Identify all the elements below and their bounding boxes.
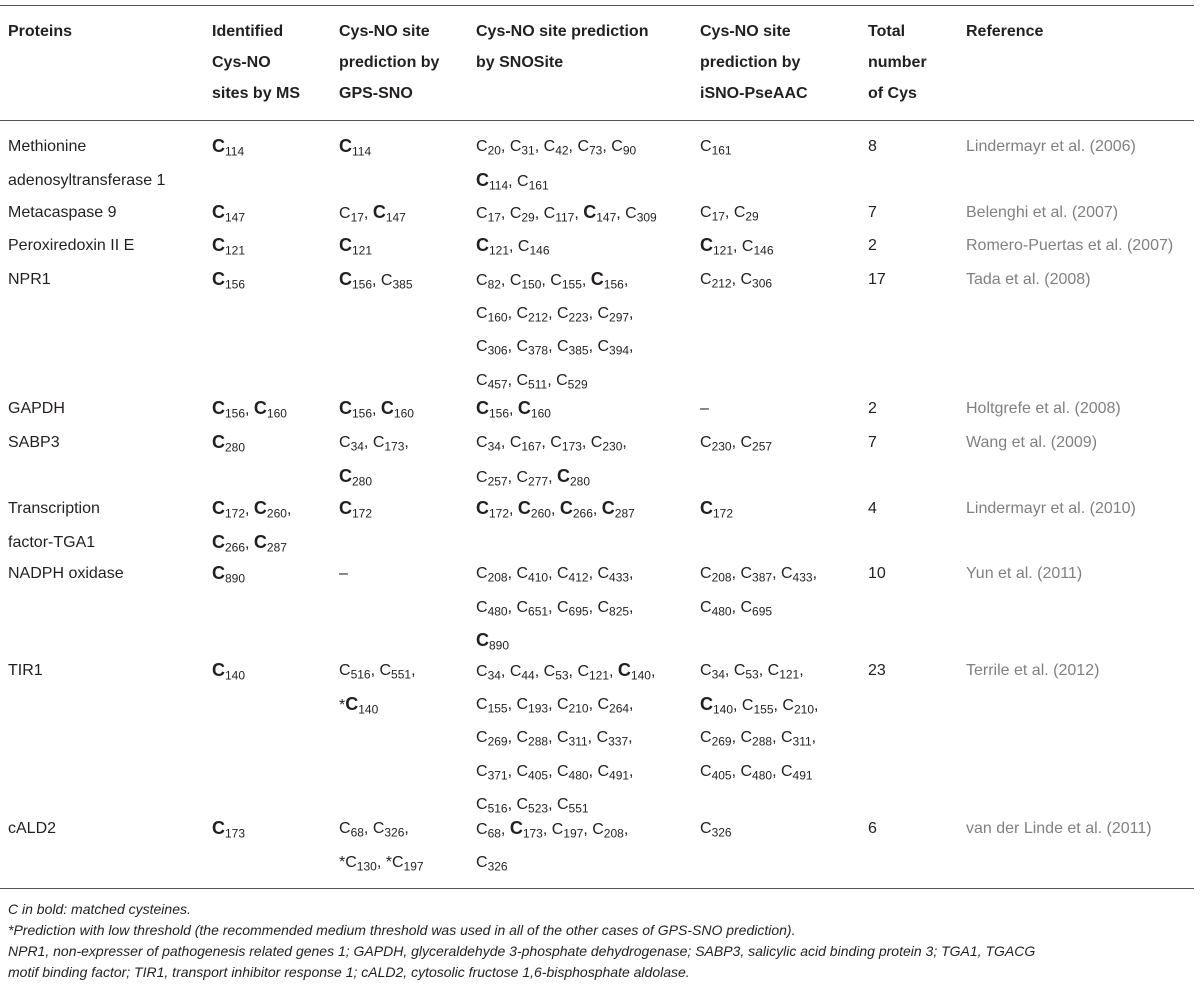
reference: Tada et al. (2008) [966, 271, 1091, 288]
protein-name: Methionine [8, 138, 87, 155]
reference: Wang et al. (2009) [966, 434, 1098, 451]
column-header-total: of Cys [868, 85, 917, 102]
cell-snosite: $C_{326}$ [476, 853, 508, 874]
cell-snosite: $C_{457}$, $C_{511}$, $C_{529}$ [476, 371, 588, 392]
cell-gps: $C_{156}$, $C_{160}$ [339, 398, 414, 421]
footnote-4: motif binding factor; TIR1, transport inhibitor response 1; cALD2, cytosolic fructose 1,6-bisphosphate aldolase. [8, 964, 690, 980]
cell-snosite: $C_{172}$, $C_{260}$, $C_{266}$, $C_{287}$ [476, 498, 635, 521]
protein-name: Peroxiredoxin II E [8, 237, 135, 254]
column-header-snosite: by SNOSite [476, 54, 564, 71]
column-header-isno: prediction by [700, 54, 801, 71]
total-cys: 7 [868, 434, 877, 451]
cell-isno: $C_{172}$ [700, 498, 734, 521]
cell-isno: $C_{269}$, $C_{288}$, $C_{311}$, [700, 729, 817, 749]
reference: Lindermayr et al. (2010) [966, 500, 1136, 517]
footnote-2: *Prediction with low threshold (the recommended medium threshold was used in all of the other cases of GPS-SNO prediction). [8, 922, 796, 938]
column-header-ms: Identified [212, 23, 284, 40]
cell-snosite: $C_{516}$, $C_{523}$, $C_{551}$ [476, 796, 589, 816]
column-header-isno: Cys-NO site [700, 23, 791, 40]
cell-snosite: $C_{371}$, $C_{405}$, $C_{480}$, $C_{491}$, [476, 762, 634, 783]
cell-ms: $C_{172}$, $C_{260}$, [212, 498, 292, 521]
total-cys: 4 [868, 500, 877, 517]
header-rule [0, 120, 1194, 121]
cell-isno: $C_{230}$, $C_{257}$ [700, 434, 773, 454]
cell-snosite: $C_{20}$, $C_{31}$, $C_{42}$, $C_{73}$, $C_{90}$ [476, 138, 637, 158]
cell-snosite: $C_{257}$, $C_{277}$, $C_{280}$ [476, 465, 590, 489]
cell-ms: $C_{173}$ [212, 818, 246, 841]
cell-snosite: $C_{34}$, $C_{167}$, $C_{173}$, $C_{230}$, [476, 434, 627, 454]
footnote-3: NPR1, non-expresser of pathogenesis related genes 1; GAPDH, glyceraldehyde 3-phosphate dehydrogenase; SABP3, salicylic acid binding protein 3; TGA1, TGACG [8, 943, 1036, 959]
cell-gps: $C_{156}$, $C_{385}$ [339, 269, 413, 292]
cell-gps: $C_{114}$ [339, 136, 372, 159]
column-header-isno: iSNO-PseAAC [700, 85, 808, 102]
total-cys: 23 [868, 662, 886, 679]
cell-isno: $C_{140}$, $C_{155}$, $C_{210}$, [700, 693, 819, 717]
column-header-gps: GPS-SNO [339, 85, 413, 102]
cell-snosite: $C_{306}$, $C_{378}$, $C_{385}$, $C_{394}$, [476, 338, 634, 358]
cell-isno: $C_{208}$, $C_{387}$, $C_{433}$, [700, 565, 818, 585]
cell-gps: $C_{280}$ [339, 465, 373, 489]
protein-name: GAPDH [8, 400, 65, 417]
cell-snosite: $C_{82}$, $C_{150}$, $C_{155}$, $C_{156}$, [476, 269, 629, 292]
column-header-protein: Proteins [8, 23, 73, 40]
cell-gps: $C_{17}$, $C_{147}$ [339, 202, 406, 225]
protein-name: SABP3 [8, 434, 60, 451]
total-cys: 17 [868, 271, 886, 288]
cell-snosite: $C_{17}$, $C_{29}$, $C_{117}$, $C_{147}$, $C_{309}$ [476, 202, 657, 225]
cell-ms: $C_{156}$ [212, 269, 246, 292]
total-cys: 2 [868, 237, 877, 254]
protein-name: Transcription [8, 500, 100, 517]
cell-snosite: $C_{155}$, $C_{193}$, $C_{210}$, $C_{264}$, [476, 695, 634, 716]
cell-isno: $C_{161}$ [700, 138, 732, 158]
cell-gps: $*C_{130}$, $*C_{197}$ [339, 853, 424, 874]
column-header-ms: Cys-NO [212, 54, 271, 71]
column-header-total: number [868, 54, 927, 71]
cell-gps: $C_{121}$ [339, 235, 373, 258]
cell-isno: $C_{480}$, $C_{695}$ [700, 598, 773, 619]
cell-ms: $C_{280}$ [212, 432, 246, 455]
protein-name: NPR1 [8, 271, 51, 288]
cell-gps: $*C_{140}$ [339, 693, 379, 717]
column-header-gps: Cys-NO site [339, 23, 430, 40]
cell-gps: $C_{68}$, $C_{326}$, [339, 820, 409, 840]
cell-gps: $C_{34}$, $C_{173}$, [339, 434, 409, 454]
footnote-1: C in bold: matched cysteines. [8, 901, 191, 917]
column-header-gps: prediction by [339, 54, 440, 71]
bottom-rule [0, 888, 1194, 889]
cell-ms: $C_{114}$ [212, 136, 245, 159]
reference: Belenghi et al. (2007) [966, 204, 1119, 221]
protein-name: Metacaspase 9 [8, 204, 117, 221]
reference: van der Linde et al. (2011) [966, 820, 1152, 837]
total-cys: 8 [868, 138, 877, 155]
cell-isno: $C_{34}$, $C_{53}$, $C_{121}$, [700, 662, 804, 682]
reference: Yun et al. (2011) [966, 565, 1083, 582]
cell-isno: – [700, 400, 709, 417]
cell-snosite: $C_{121}$, $C_{146}$ [476, 235, 550, 258]
cell-snosite: $C_{890}$ [476, 630, 510, 653]
cell-ms: $C_{140}$ [212, 660, 246, 683]
total-cys: 7 [868, 204, 877, 221]
protein-name: NADPH oxidase [8, 565, 124, 582]
cell-gps: $C_{516}$, $C_{551}$, [339, 662, 416, 682]
cell-gps: – [339, 565, 348, 582]
cell-isno: $C_{17}$, $C_{29}$ [700, 204, 759, 224]
cell-snosite: $C_{160}$, $C_{212}$, $C_{223}$, $C_{297}$, [476, 304, 634, 325]
reference: Holtgrefe et al. (2008) [966, 400, 1121, 417]
cell-snosite: $C_{34}$, $C_{44}$, $C_{53}$, $C_{121}$, $C_{140}$, [476, 660, 656, 683]
cell-ms: $C_{156}$, $C_{160}$ [212, 398, 287, 421]
cell-snosite: $C_{114}$, $C_{161}$ [476, 169, 549, 193]
cell-ms: $C_{266}$, $C_{287}$ [212, 531, 287, 555]
total-cys: 2 [868, 400, 877, 417]
cell-ms: $C_{121}$ [212, 235, 246, 258]
cell-ms: $C_{147}$ [212, 202, 246, 225]
cell-isno: $C_{121}$, $C_{146}$ [700, 235, 774, 258]
cell-snosite: $C_{156}$, $C_{160}$ [476, 398, 551, 421]
reference: Terrile et al. (2012) [966, 662, 1100, 679]
top-rule [0, 5, 1194, 6]
total-cys: 10 [868, 565, 886, 582]
protein-name: factor-TGA1 [8, 533, 96, 551]
reference: Lindermayr et al. (2006) [966, 138, 1136, 155]
reference: Romero-Puertas et al. (2007) [966, 237, 1174, 254]
cell-snosite: $C_{269}$, $C_{288}$, $C_{311}$, $C_{337}$, [476, 729, 633, 749]
column-header-ref: Reference [966, 23, 1044, 40]
cell-ms: $C_{890}$ [212, 563, 246, 586]
protein-name: cALD2 [8, 820, 57, 837]
cell-gps: $C_{172}$ [339, 498, 373, 521]
cell-isno: $C_{212}$, $C_{306}$ [700, 271, 773, 291]
column-header-total: Total [868, 23, 906, 40]
column-header-snosite: Cys-NO site prediction [476, 23, 649, 40]
total-cys: 6 [868, 820, 877, 837]
cell-isno: $C_{326}$ [700, 820, 732, 840]
protein-name: TIR1 [8, 662, 43, 679]
cell-snosite: $C_{480}$, $C_{651}$, $C_{695}$, $C_{825}$, [476, 598, 634, 619]
cell-isno: $C_{405}$, $C_{480}$, $C_{491}$ [700, 762, 813, 783]
cell-snosite: $C_{208}$, $C_{410}$, $C_{412}$, $C_{433}$, [476, 565, 634, 585]
column-header-ms: sites by MS [212, 85, 301, 102]
cell-snosite: $C_{68}$, $C_{173}$, $C_{197}$, $C_{208}$, [476, 818, 629, 841]
protein-name: adenosyltransferase 1 [8, 171, 166, 189]
